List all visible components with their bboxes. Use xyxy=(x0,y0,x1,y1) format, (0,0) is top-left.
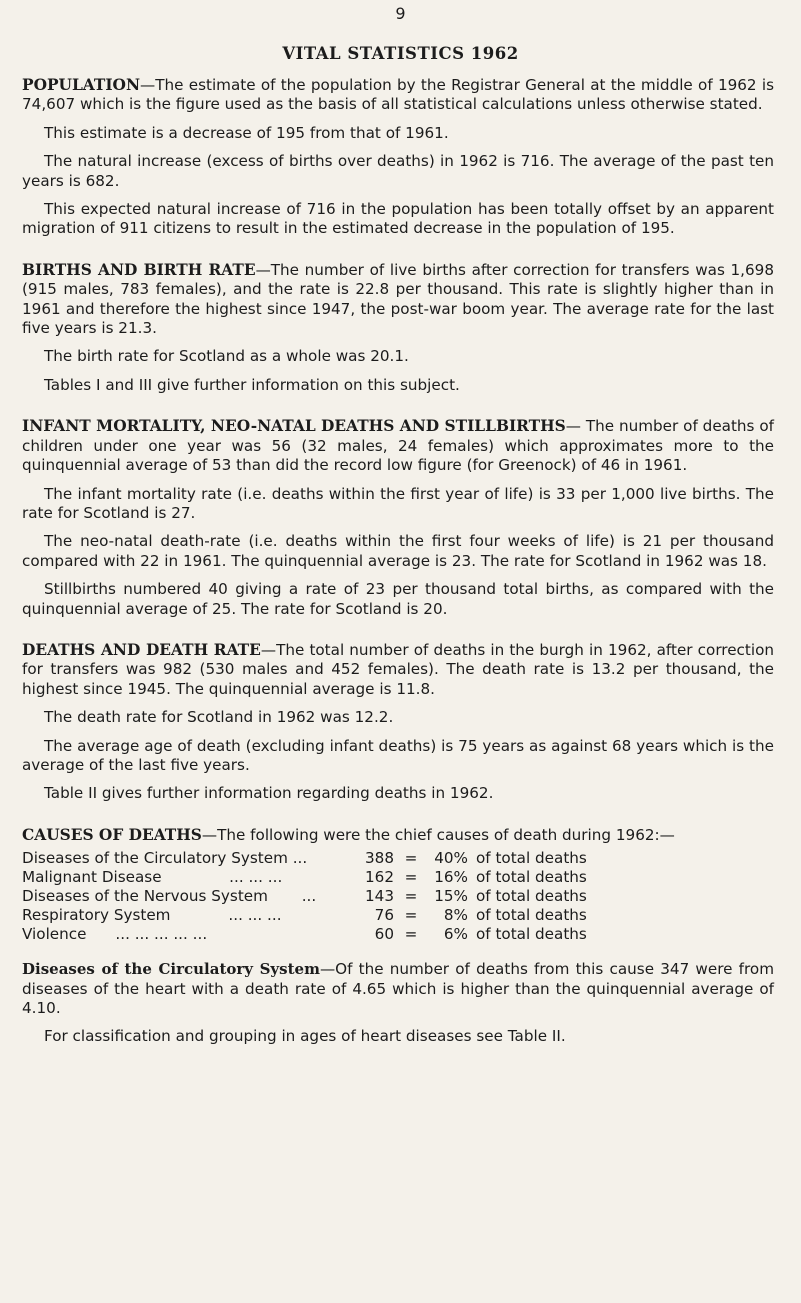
causes-intro: —The following were the chief causes of death during 1962:— xyxy=(201,825,675,844)
cause-count: 162 xyxy=(365,868,394,887)
cause-percent: 6% xyxy=(443,925,468,944)
page-number: 9 xyxy=(395,4,406,23)
paragraph: This estimate is a decrease of 195 from that of 1961. xyxy=(44,123,449,142)
table-row xyxy=(22,887,587,906)
circulatory-heading: Diseases of the Circulatory System xyxy=(22,960,320,979)
population-intro: —The estimate of the population by the Registrar General at the middle of 1962 is 74,607 which is the figure used as the basis of all statistical calculations unless otherwise stated. xyxy=(22,76,774,114)
paragraph: The infant mortality rate (i.e. deaths within the first year of life) is 33 per 1,000 live births. The rate for Scotland is 27. xyxy=(22,484,774,522)
causes-table xyxy=(22,849,587,944)
paragraph: Stillbirths numbered 40 giving a rate of 23 per thousand total births, as compared with the quinquennial average of 25. The rate for Scotland is 20. xyxy=(22,580,774,618)
table-row xyxy=(22,868,587,887)
deaths-section xyxy=(22,641,774,804)
paragraph: Table II gives further information regarding deaths in 1962. xyxy=(44,784,494,803)
births-section xyxy=(22,261,774,395)
cause-suffix: of total deaths xyxy=(476,868,587,887)
paragraph: The average age of death (excluding infant deaths) is 75 years as against 68 years which is the average of the last five years. xyxy=(22,736,774,774)
paragraph: The neo-natal death-rate (i.e. deaths within the first four weeks of life) is 21 per thousand compared with 22 in 1961. The quinquennial average is 23. The rate for Scotland in 1962 was 18. xyxy=(22,532,774,570)
population-heading: POPULATION xyxy=(22,76,141,94)
deaths-heading: DEATHS AND DEATH RATE xyxy=(22,640,261,659)
cause-percent: 15% xyxy=(434,887,468,906)
table-row xyxy=(22,906,587,925)
infant-heading: INFANT MORTALITY, NEO-NATAL DEATHS AND STILLBIRTHS xyxy=(22,417,566,436)
paragraph: Tables I and III give further information on this subject. xyxy=(44,375,460,394)
cause-count: 143 xyxy=(365,887,394,906)
cause-label: Respiratory System ... ... ... xyxy=(22,906,282,925)
paragraph: The birth rate for Scotland as a whole was 20.1. xyxy=(44,347,409,366)
causes-intro-paragraph xyxy=(22,826,774,845)
cause-label: Violence ... ... ... ... ... xyxy=(22,925,208,944)
cause-percent: 8% xyxy=(443,906,468,925)
circulatory-section xyxy=(22,960,774,1047)
page-title: VITAL STATISTICS 1962 xyxy=(282,44,519,63)
causes-section xyxy=(22,826,774,944)
population-section xyxy=(22,76,774,239)
paragraph: The death rate for Scotland in 1962 was 12.2. xyxy=(44,708,394,727)
cause-count: 76 xyxy=(374,906,394,925)
population-intro-paragraph xyxy=(22,76,774,115)
cause-suffix: of total deaths xyxy=(476,849,587,868)
cause-suffix: of total deaths xyxy=(476,925,587,944)
circulatory-intro: —Of the number of deaths from this cause 347 were from diseases of the heart with a death rate of 4.65 which is higher than the quinquennial average of 4.10. xyxy=(22,960,774,1017)
cause-percent: 16% xyxy=(434,868,468,887)
paragraph: For classification and grouping in ages of heart diseases see Table II. xyxy=(44,1027,566,1046)
paragraph: The natural increase (excess of births over deaths) in 1962 is 716. The average of the past ten years is 682. xyxy=(22,152,774,190)
cause-suffix: of total deaths xyxy=(476,906,587,925)
cause-label: Malignant Disease ... ... ... xyxy=(22,868,283,887)
cause-equals: = xyxy=(404,868,418,887)
cause-suffix: of total deaths xyxy=(476,887,587,906)
infant-mortality-section xyxy=(22,417,774,619)
paragraph: This expected natural increase of 716 in the population has been totally offset by an apparent migration of 911 citizens to result in the estimated decrease in the population of 195. xyxy=(22,200,774,238)
cause-count: 388 xyxy=(365,849,394,868)
cause-percent: 40% xyxy=(434,849,468,868)
table-row xyxy=(22,849,587,868)
document-body xyxy=(22,72,774,1047)
births-heading: BIRTHS AND BIRTH RATE xyxy=(22,260,256,279)
infant-intro-paragraph xyxy=(22,417,774,475)
deaths-intro: —The total number of deaths in the burgh in 1962, after correction for transfers was 982 (530 males and 452 females). The death rate is 13.2 per thousand, the highest since 1945. The quinquennial average is 11.8. xyxy=(22,640,775,698)
deaths-intro-paragraph xyxy=(22,641,774,699)
infant-intro: — The number of deaths of children under one year was 56 (32 males, 24 females) which approximates more to the quinquennial average of 53 than did the record low figure (for Greenock) of 46 in 1961. xyxy=(22,417,774,475)
cause-equals: = xyxy=(404,906,418,925)
cause-count: 60 xyxy=(374,925,394,944)
births-intro-paragraph xyxy=(22,261,774,339)
cause-equals: = xyxy=(404,887,418,906)
cause-label: Diseases of the Nervous System ... xyxy=(22,887,317,906)
cause-equals: = xyxy=(404,849,418,868)
causes-heading: CAUSES OF DEATHS xyxy=(22,825,202,844)
table-row xyxy=(22,925,587,944)
births-intro: —The number of live births after correction for transfers was 1,698 (915 males, 783 females), and the rate is 22.8 per thousand. This rate is slightly higher than in 1961 and therefore the highest since 1947, the post-war boom year. The average rate for the last five years is 21.3. xyxy=(22,260,774,338)
cause-label: Diseases of the Circulatory System ... xyxy=(22,849,308,868)
cause-equals: = xyxy=(404,925,418,944)
circulatory-intro-paragraph xyxy=(22,960,774,1018)
